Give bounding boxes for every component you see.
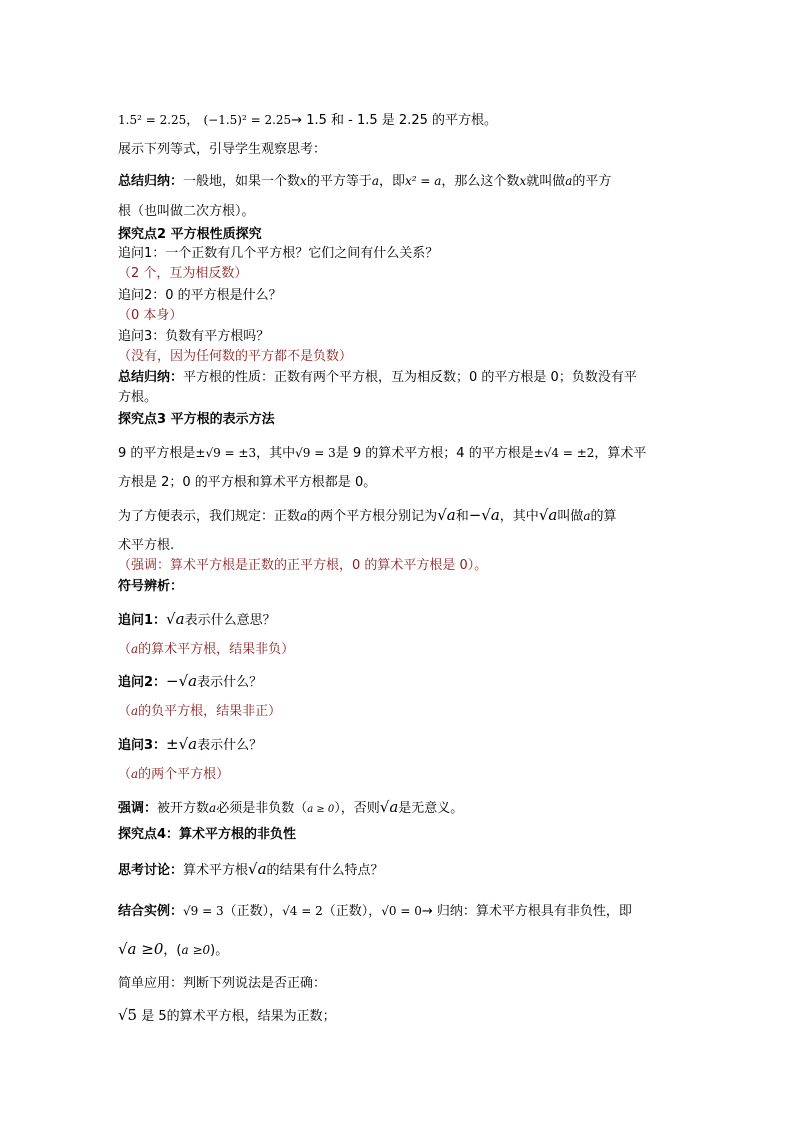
emphasis-note: （强调：算术平方根是正数的正平方根，0 的算术平方根是 0）。 [118,558,488,573]
emphasis-label: 强调： [118,801,158,816]
var-x: x [300,174,307,188]
follow-up-3-answer [118,765,229,784]
text-segment: 被开方数 [157,801,210,816]
text-segment: 表示什么？ [197,738,263,753]
text-segment: （正数）， [322,904,382,919]
text-segment: ，算术平 [594,446,647,461]
expr-a-ge-0: a ≥ 0 [307,804,335,815]
text-segment: 为了方便表示，我们规定：正数 [118,509,301,524]
text-segment: 和 [455,509,469,524]
text-segment: )。 [210,943,229,958]
answer-2: （0 本身） [118,308,183,323]
text-segment: 归纳：算术平方根具有非负性，即 [432,904,632,919]
follow-up-2-answer [118,702,281,721]
section-heading-3: 探究点3 平方根的表示方法 [118,412,275,427]
text-segment: 一般地，如果一个数 [183,174,301,189]
notation-rule-cont: 术平方根. [118,538,175,553]
follow-up-label: 追问2： [118,675,167,690]
arrow-icon: → [291,113,303,128]
follow-up-3 [118,735,262,755]
question-2: 追问2：0 的平方根是什么？ [118,288,282,303]
text-segment: 表示什么意思？ [184,613,276,628]
question-text: 追问1：一个正数有几个平方根？它们之间有什么关系？ [118,246,439,261]
var-a: a [131,642,139,656]
text-segment: （ [118,642,132,657]
var-x: x [519,174,527,188]
text-segment: 就叫做 [526,174,566,189]
conclusion-text: 1.5 和 - 1.5 是 2.25 的平方根。 [302,113,497,128]
follow-up-1 [118,610,276,630]
text-segment: 算术平方根 [183,863,249,878]
equation-root-9: √9 = 3 [295,446,336,460]
text-segment: 的平方等于 [306,174,372,189]
text-segment: 的负平方根，结果非正） [138,704,282,719]
example-line-cont: 方根是 2；0 的平方根和算术平方根都是 0。 [118,475,377,490]
notation-rule [118,506,617,526]
question-1 [118,245,438,263]
text-segment: 的两个平方根分别记为 [307,509,438,524]
var-a: a [209,801,217,815]
expr-neg-root-a: −√a [166,672,198,690]
text-segment: 必须是非负数（ [216,801,308,816]
summary-properties [118,369,637,387]
text-segment: ，( [163,943,182,958]
summary-definition-cont: 根（也叫做二次方根）。 [118,204,255,219]
expr-pm-root-a: ±√a [166,735,198,753]
text-segment: 9 的平方根是 [118,446,196,461]
text-segment: 的平方 [572,174,612,189]
summary-text: 平方根的性质：正数有两个平方根，互为相反数；0 的平方根是 0；负数没有平 [183,370,637,385]
text-segment: ，其中 [499,509,539,524]
text-segment: 的结果有什么特点？ [266,863,384,878]
equation-pm-root-9: ±√9 = ±3 [195,446,257,460]
answer-1: （2 个，互为相反数） [118,266,248,281]
expr-root-a: √a [437,506,456,524]
equation-square-positive: 1.5² = 2.25 [118,113,187,127]
equation-line-1 [118,111,497,130]
expr-root-a-ge-0: √a ≥0 [118,940,164,958]
follow-up-label: 追问3： [118,738,167,753]
var-a: a [371,174,379,188]
var-a: a [131,704,139,718]
application-item-1 [118,1006,336,1026]
summary-properties-cont: 方根。 [118,390,158,405]
text-segment: 的两个平方根） [138,767,230,782]
var-a: a [300,509,308,523]
var-a: a [565,174,573,188]
text-segment: （正数）， [223,904,283,919]
instruction-text: 展示下列等式，引导学生观察思考： [118,142,327,157]
example-line [118,444,646,463]
follow-up-2 [118,672,262,692]
think-discuss [118,860,384,880]
text-segment: 是 9 的算术平方根；4 的平方根是 [335,446,534,461]
text-segment: 表示什么？ [197,675,263,690]
question-3: 追问3：负数有平方根吗？ [118,329,270,344]
section-heading-2: 探究点2 平方根性质探究 [118,227,262,242]
var-a: a [583,509,591,523]
summary-label: 总结归纳： [118,174,184,189]
expr-a-ge-0: a ≥0 [181,943,211,957]
think-label: 思考讨论： [118,863,184,878]
expr-root-a: √a [248,860,267,878]
summary-definition [118,172,611,191]
section-heading-4: 探究点4：算术平方根的非负性 [118,827,297,842]
follow-up-1-answer [118,640,294,659]
text-segment: 是无意义。 [398,801,464,816]
expr-root-a: √a [538,506,558,524]
text-segment: 的算术平方根，结果非负） [138,642,295,657]
examples-combined [118,902,632,921]
expr-root-5: √5 [118,1006,138,1024]
text-segment: （ [118,704,132,719]
equation-pm-root-4: ±√4 = ±2 [533,446,595,460]
equation-root-9: √9 = 3 [183,904,224,918]
expr-root-a: √a [166,610,185,628]
follow-up-label: 追问1： [118,613,167,628]
text-segment: ），否则 [334,801,380,816]
text-segment: ，其中 [256,446,296,461]
simple-application: 简单应用：判断下列说法是否正确： [118,976,327,991]
text-segment: ，即 [378,174,405,189]
symbol-analysis-heading: 符号辨析： [118,579,184,594]
var-a: a [131,767,139,781]
examples-label: 结合实例： [118,904,184,919]
equation-square-negative: (−1.5)² = 2.25 [203,113,292,127]
equation-x-squared: x² = a [405,174,442,188]
non-negativity-expr [118,940,228,960]
equation-root-0: √0 = 0 [381,904,422,918]
summary-label: 总结归纳： [118,370,184,385]
text-segment: ，那么这个数 [441,174,520,189]
expr-root-a: √a [379,798,399,816]
emphasis-condition [118,798,463,819]
text-segment: （ [118,767,132,782]
text-segment: 叫做 [557,509,584,524]
equation-root-4: √4 = 2 [282,904,323,918]
text-segment: 的算 [590,509,617,524]
comma: ， [186,113,200,128]
text-segment: 是 5的算术平方根，结果为正数； [137,1009,336,1024]
expr-neg-root-a: −√a [468,506,500,524]
arrow-icon: → [421,904,433,919]
answer-3: （没有，因为任何数的平方都不是负数） [118,349,353,364]
